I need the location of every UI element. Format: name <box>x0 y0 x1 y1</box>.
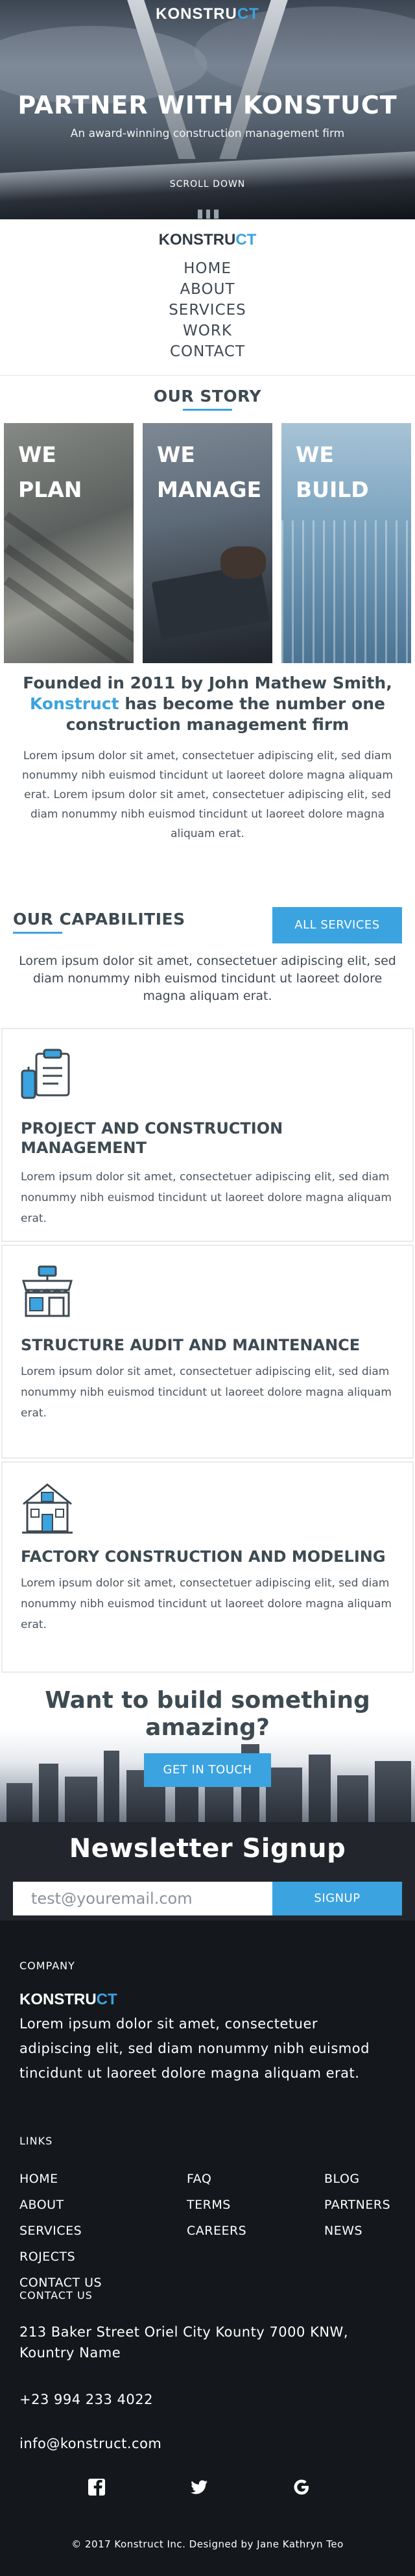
capabilities-intro: Lorem ipsum dolor sit amet, consectetuer adipiscing elit, sed diam nonummy nibh euismod tincidunt ut laoreet dolore magna aliquam erat. <box>19 954 396 1003</box>
divider <box>0 375 415 376</box>
capability-card[interactable] <box>1 1461 414 1673</box>
footer-link-terms[interactable]: TERMS <box>187 2198 231 2212</box>
capability-card[interactable] <box>1 1245 414 1459</box>
capability-card[interactable] <box>1 1028 414 1242</box>
capabilities-title: OUR CAPABILITIES <box>13 910 185 929</box>
hero-logo[interactable] <box>0 5 415 23</box>
footer-company-label: COMPANY <box>19 1960 75 1972</box>
storefront-icon <box>19 1264 75 1320</box>
capability-title: FACTORY CONSTRUCTION AND MODELING <box>21 1548 386 1566</box>
footer-link-careers[interactable]: CAREERS <box>187 2224 247 2238</box>
footer-logo[interactable] <box>19 1991 117 2009</box>
logo-text: KONSTRU <box>156 5 237 23</box>
cta-title: Want to build something amazing? <box>45 1687 370 1741</box>
logo-accent: CT <box>237 5 259 23</box>
story-body: Lorem ipsum dolor sit amet, consectetuer adipiscing elit, sed diam nonummy nibh euismod tincidunt ut laoreet dolore magna aliquam erat. Lorem ipsum dolor sit amet, consectetuer adipiscing elit, sed diam nonummy nibh euismod tincidunt ut laoreet dolore magna aliquam erat. <box>22 749 393 840</box>
google-icon[interactable] <box>292 2477 311 2497</box>
footer-links-col2 <box>187 2166 246 2244</box>
story-card-build[interactable] <box>281 423 411 663</box>
logo-accent: CT <box>96 1991 117 2008</box>
footer-link-projects[interactable]: ROJECTS <box>19 2250 76 2264</box>
footer-address: 213 Baker Street Oriel City Kounty 7000 KNW, Kountry Name <box>19 2324 348 2361</box>
capability-title: STRUCTURE AUDIT AND MAINTENANCE <box>21 1336 361 1354</box>
capability-desc: Lorem ipsum dolor sit amet, consectetuer adipiscing elit, sed diam nonummy nibh euismod tincidunt ut laoreet dolore magna aliquam erat. <box>21 1577 392 1631</box>
footer-link-home[interactable]: HOME <box>19 2172 58 2186</box>
main-nav <box>0 258 415 362</box>
cta-section <box>0 1673 415 1822</box>
nav-item-services[interactable]: SERVICES <box>169 302 246 319</box>
footer-links-label: LINKS <box>19 2135 53 2147</box>
footer <box>0 1921 415 2576</box>
hero-section <box>0 0 415 219</box>
story-card-plan[interactable] <box>4 423 134 663</box>
footer-phone[interactable]: +23 994 233 4022 <box>19 2392 153 2407</box>
footer-link-news[interactable]: NEWS <box>324 2224 363 2238</box>
logo-text: KONSTRU <box>19 1991 97 2008</box>
clipboard-icon <box>19 1047 75 1103</box>
story-title: OUR STORY <box>153 387 262 406</box>
footer-link-blog[interactable]: BLOG <box>324 2172 360 2186</box>
copyright: © 2017 Konstruct Inc. Designed by Jane Kathryn Teo <box>71 2538 344 2550</box>
capability-title: PROJECT AND CONSTRUCTION MANAGEMENT <box>21 1119 283 1157</box>
nav-item-home[interactable]: HOME <box>184 260 231 277</box>
title-underline <box>13 932 62 934</box>
footer-link-contact[interactable]: CONTACT US <box>19 2276 102 2290</box>
nav-logo[interactable] <box>0 231 415 249</box>
title-underline <box>183 409 232 411</box>
nav-item-about[interactable]: ABOUT <box>180 281 235 298</box>
factory-icon <box>19 1481 75 1537</box>
signup-button[interactable]: SIGNUP <box>272 1882 402 1915</box>
newsletter-section <box>0 1822 415 1921</box>
footer-about: Lorem ipsum dolor sit amet, consectetuer adipiscing elit, sed diam nonummy nibh euismod tincidunt ut laoreet dolore magna aliquam erat. <box>19 2016 370 2081</box>
story-heading: Founded in 2011 by John Mathew Smith, Konstruct has become the number one construction management firm <box>23 674 392 734</box>
story-card-label: WE BUILD <box>296 442 369 502</box>
scroll-down-link[interactable]: SCROLL DOWN <box>169 179 246 189</box>
email-field[interactable] <box>13 1882 272 1915</box>
scroll-indicator-icon <box>197 209 219 219</box>
footer-link-partners[interactable]: PARTNERS <box>324 2198 391 2212</box>
capability-desc: Lorem ipsum dolor sit amet, consectetuer adipiscing elit, sed diam nonummy nibh euismod tincidunt ut laoreet dolore magna aliquam erat. <box>21 1171 392 1225</box>
newsletter-title: Newsletter Signup <box>69 1834 346 1864</box>
logo-text: KONSTRU <box>158 231 236 249</box>
footer-email[interactable]: info@konstruct.com <box>19 2436 162 2451</box>
hero-title: PARTNER WITH KONSTUCT <box>18 91 397 119</box>
footer-links-col1 <box>19 2166 102 2296</box>
capability-desc: Lorem ipsum dolor sit amet, consectetuer adipiscing elit, sed diam nonummy nibh euismod tincidunt ut laoreet dolore magna aliquam erat. <box>21 1365 392 1420</box>
footer-link-faq[interactable]: FAQ <box>187 2172 212 2186</box>
logo-accent: CT <box>235 231 257 249</box>
brand-highlight: Konstruct <box>29 694 119 713</box>
footer-link-about[interactable]: ABOUT <box>19 2198 64 2212</box>
footer-links-col3 <box>324 2166 390 2244</box>
all-services-button[interactable]: ALL SERVICES <box>272 907 402 943</box>
nav-item-contact[interactable]: CONTACT <box>169 343 246 360</box>
story-card-label: WE PLAN <box>18 442 82 502</box>
footer-contact-label: CONTACT US <box>19 2289 93 2302</box>
hero-subtitle: An award-winning construction management firm <box>70 127 345 140</box>
story-card-manage[interactable] <box>143 423 272 663</box>
footer-link-services[interactable]: SERVICES <box>19 2224 82 2238</box>
story-card-label: WE MANAGE <box>157 442 262 502</box>
nav-item-work[interactable]: WORK <box>183 322 232 339</box>
twitter-icon[interactable] <box>189 2477 209 2497</box>
get-in-touch-button[interactable]: GET IN TOUCH <box>144 1753 271 1787</box>
facebook-icon[interactable] <box>87 2477 106 2497</box>
